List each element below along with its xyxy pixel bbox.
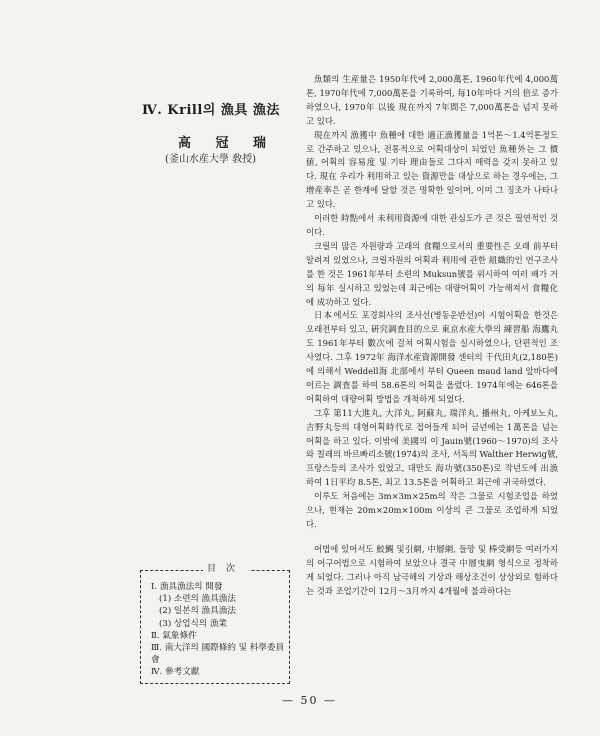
- toc-item: (2) 일본의 漁具漁法: [159, 606, 236, 617]
- toc-item: Ⅱ. 氣象條件: [151, 630, 197, 641]
- body-paragraph: 이루도 처음에는 3m×3m×25m의 작은 그물로 시험조업을 하였으나, 현재는 20m×20m×100m 이상의 큰 그물로 조업하게 되었다.: [306, 491, 558, 529]
- body-paragraph: 그후 第11大進丸, 大洋丸, 阿蘇丸, 瑞洋丸, 播州丸, 아케보노丸, 吉野丸등의 대형어획時代로 접어들게 되어 금년에는 1萬톤을 넘는 어획을 하고 있다. 이밖에 美國의 이 Jauin號(1960～1970)의 조사와 칠레의 바르빠리소號(1974)의 조사, 서독의 Walther Herwig號, 프랑스등의 조사가 있었고, 대만도 海功號(350톤)로 작년도에 出漁하여 1日平均 8.5톤, 최고 13.5톤을 어획하고 최근에 귀국하였다.: [306, 407, 558, 488]
- toc-title: 目次: [203, 563, 249, 575]
- author-affiliation: (釜山水産大學 敎授): [165, 154, 256, 165]
- toc-item: (1) 소련의 漁具漁法: [159, 594, 236, 605]
- page-number: — 50 —: [282, 694, 337, 707]
- body-paragraph: 現在까지 漁獲中 魚種에 대한 適正漁獲量을 1억톤～1.4억톤정도로 간주하고 있으나, 전통적으로 어획대상이 되었던 魚種外는 그 價値, 어획의 容易度 및 기타 理由들로 그다지 매력을 갖지 못하고 있다. 現在 우리가 利用하고 있는 資源만을 대상으로 하는 경우에는, 그 增産率은 곧 한계에 달할 것은 명확한 일이며, 이미 그 징조가 나타나고 있다.: [306, 129, 558, 210]
- body-paragraph: 크릴의 많은 자원량과 고래의 食糧으로서의 重要性은 오래 前부터 알려져 있었으나, 크릴자원의 어획과 利用에 관한 組織的인 연구조사를 한 것은 1961年부터 소련의 Muksun號를 위시하여 여러 배가 거의 每年 실시하고 있었는데 최근에는 대량어획이 가능해져서 食糧化에 成功하고 있다.: [306, 240, 558, 307]
- table-of-contents: [140, 564, 290, 684]
- body-text-column: [306, 73, 558, 599]
- toc-item: Ⅰ. 漁具漁法의 開發: [151, 582, 223, 592]
- toc-item: (3) 상업식의 漁業: [159, 618, 228, 629]
- toc-list: [151, 581, 289, 679]
- body-paragraph: 日本에서도 포경회사의 조사선(병동운반선)이 시험어획을 한것은 오래전부터 있고, 硏究調査目的으로 東京水産大學의 練習船 海鷹丸도 1961年부터 數次에 걸쳐 어획시험을 실시하였으나, 단편적인 조사였다. 그후 1972年 海洋水産資源開發 센터의 千代田丸(2,180톤)에 의해서 Weddell海 北部에서 부터 Queen maud land 앞바다에 이르는 調査를 하여 58.6톤의 어획을 올렸다. 1974年에는 646톤을 어획하여 대량어획 방법을 개척하게 되었다.: [306, 310, 558, 404]
- body-paragraph: 魚類의 生産量은 1950年代에 2,000萬톤, 1960年代에 4,000萬톤, 1970年代에 7,000萬톤을 기록하여, 每10年마다 거의 倍로 증가하였으나, 1970年 以後 現在까지 7年間은 7,000萬톤을 넘지 못하고 있다.: [306, 74, 558, 126]
- toc-item: Ⅳ. 參考文獻: [151, 667, 200, 678]
- article-title: Ⅳ. Krill의 漁具 漁法: [142, 103, 280, 118]
- body-paragraph: 어법에 있어서도 鮫鯛 및引網, 中層網, 들망 및 棒受網등 여러가지의 어구어법으로 시험하여 보았으나 결국 中層曳網 형식으로 정착하게 되었다. 그러나 아직 남극해의 기상과 해상조건이 상상외로 험하다는 것과 조업기간이 12月～3月까지 4개월에 불과하다는: [306, 543, 558, 596]
- body-paragraph: 이러한 時點에서 未利用資源에 대한 관심도가 큰 것은 필연적인 것이다.: [306, 213, 558, 237]
- toc-item: Ⅲ. 南大洋의 國際條約 및 科學委員會: [151, 643, 285, 666]
- author-name: 高 冠 瑞: [178, 136, 277, 151]
